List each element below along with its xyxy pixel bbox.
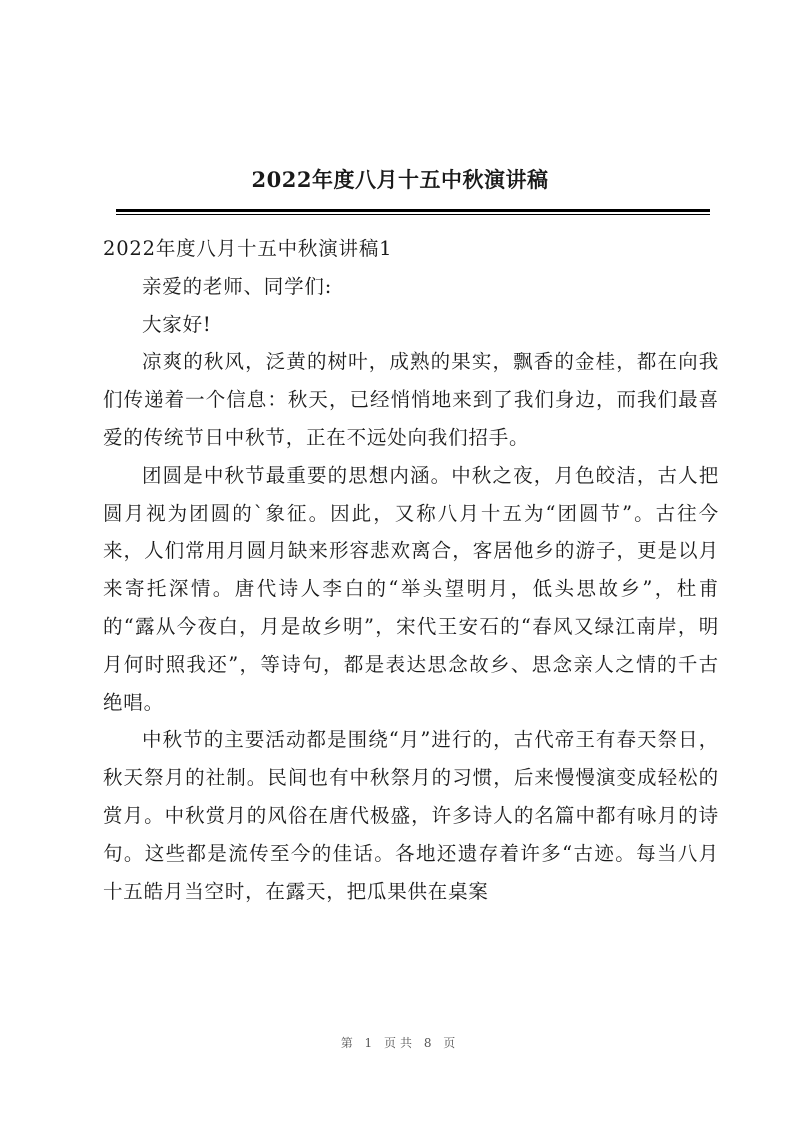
paragraph-autumn: 凉爽的秋风，泛黄的树叶，成熟的果实，飘香的金桂，都在向我们传递着一个信息：秋天，已经悄悄地来到了我们身边，而我们最喜爱的传统节日中秋节，正在不远处向我们招手。 — [103, 350, 719, 449]
greeting: 大家好! — [142, 312, 212, 336]
paragraph-reunion: 团圆是中秋节最重要的思想内涵。中秋之夜，月色皎洁，古人把圆月视为团圆的`象征。因此，又称八月十五为“团圆节”。古往今来，人们常用月圆月缺来形容悲欢离合，客居他乡的游子，更是以月来寄托深情。唐代诗人李白的“举头望明月，低头思故乡”，杜甫的“露从今夜白，月是故乡明”，宋代王安石的“春风又绿江南岸，明月何时照我还”，等诗句，都是表达思念故乡、思念亲人之情的千古绝唱。 — [103, 463, 719, 714]
section-heading: 2022年度八月十五中秋演讲稿1 — [103, 237, 393, 260]
salutation: 亲爱的老师、同学们: — [142, 274, 333, 298]
page-footer: 第 1 页共 8 页 — [340, 1036, 460, 1050]
title-rule-thick — [116, 209, 710, 212]
paragraph-moon-activities: 中秋节的主要活动都是围绕“月”进行的，古代帝王有春天祭日，秋天祭月的社制。民间也有中秋祭月的习惯，后来慢慢演变成轻松的赏月。中秋赏月的风俗在唐代极盛，许多诗人的名篇中都有咏月的诗句。这些都是流传至今的佳话。各地还遗存着许多“古迹。每当八月十五皓月当空时，在露天，把瓜果供在桌案 — [103, 728, 719, 903]
title-rule-thin — [116, 214, 710, 215]
document-body — [103, 230, 719, 910]
page-title: 2022年度八月十五中秋演讲稿 — [251, 167, 549, 192]
